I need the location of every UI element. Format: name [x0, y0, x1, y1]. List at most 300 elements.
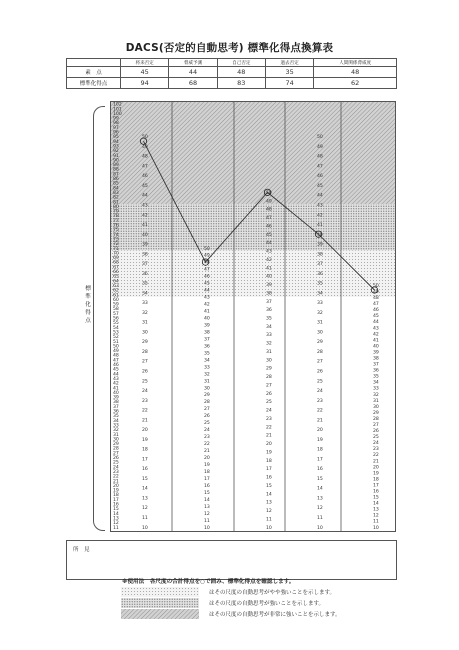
axis-tick-label: 76: [113, 223, 119, 229]
axis-tick-label: 28: [113, 446, 119, 452]
raw-score-value: 41: [142, 223, 148, 229]
standard-score-cell[interactable]: 83: [217, 78, 265, 89]
scale-header: 人間関係脅威度: [314, 59, 397, 67]
raw-score-value: 38: [142, 252, 148, 258]
raw-score-value: 18: [373, 477, 379, 483]
raw-score-value: 29: [317, 340, 323, 346]
raw-score-value: 23: [317, 398, 323, 404]
light-shade-swatch: [121, 587, 199, 597]
axis-tick-label: 15: [113, 507, 119, 513]
raw-score-value: 16: [317, 467, 323, 473]
raw-score-value: 44: [266, 241, 272, 247]
raw-score-value: 17: [204, 476, 210, 482]
scale-header: 将来否定: [121, 59, 169, 67]
axis-tick-label: 51: [113, 339, 119, 345]
raw-score-value: 38: [317, 252, 323, 258]
axis-tick-label: 50: [113, 344, 119, 350]
legend-text: はその尺度の自動思考が強いことを示します。: [209, 601, 325, 607]
raw-score-value: 25: [317, 379, 323, 385]
raw-score-label: 素 点: [67, 67, 121, 78]
axis-tick-label: 41: [113, 386, 119, 392]
raw-score-value: 20: [373, 465, 379, 471]
raw-score-value: 45: [204, 281, 210, 287]
raw-score-value: 14: [204, 497, 210, 503]
raw-score-value: 11: [142, 515, 148, 521]
raw-score-value: 31: [317, 320, 323, 326]
raw-score-value: 46: [317, 174, 323, 180]
raw-score-value: 21: [204, 449, 210, 455]
axis-tick-label: 53: [113, 330, 119, 336]
raw-score-value: 34: [373, 380, 379, 386]
axis-tick-label: 42: [113, 381, 119, 387]
raw-score-value: 13: [204, 504, 210, 510]
raw-score-value: 12: [266, 509, 272, 515]
raw-score-value: 13: [317, 496, 323, 502]
axis-tick-label: 80: [113, 204, 119, 210]
raw-score-value: 40: [317, 232, 323, 238]
axis-tick-label: 101: [113, 107, 122, 113]
raw-score-value: 24: [373, 441, 379, 447]
raw-score-value: 47: [142, 164, 148, 170]
axis-tick-label: 97: [113, 125, 119, 131]
raw-score-value: 48: [317, 154, 323, 160]
raw-score-value: 12: [204, 511, 210, 517]
raw-score-value: 11: [266, 517, 272, 523]
raw-score-value: 22: [373, 453, 379, 459]
axis-tick-label: 54: [113, 325, 119, 331]
axis-tick-label: 86: [113, 177, 119, 182]
axis-tick-label: 88: [113, 167, 119, 173]
raw-score-value: 10: [373, 525, 379, 531]
raw-score-value: 25: [266, 400, 272, 406]
raw-score-value: 31: [266, 349, 272, 355]
axis-tick-label: 68: [113, 260, 119, 266]
axis-tick-label: 33: [113, 423, 119, 429]
axis-tick-label: 52: [113, 335, 119, 341]
axis-tick-label: 30: [113, 437, 119, 443]
raw-score-value: 30: [317, 330, 323, 336]
raw-score-value: 29: [266, 366, 272, 372]
axis-tick-label: 18: [113, 493, 119, 499]
legend-strong: [121, 598, 397, 608]
axis-tick-label: 45: [113, 367, 119, 373]
raw-score-value: 14: [373, 501, 379, 507]
axis-tick-label: 66: [113, 270, 119, 275]
raw-score-cell[interactable]: 45: [121, 67, 169, 78]
raw-score-value: 50: [266, 190, 272, 196]
axis-tick-label: 70: [113, 251, 119, 257]
raw-score-value: 23: [142, 398, 148, 404]
raw-score-value: 28: [204, 400, 210, 406]
raw-score-value: 44: [373, 320, 379, 326]
raw-score-value: 39: [317, 242, 323, 248]
axis-tick-label: 14: [113, 511, 119, 517]
raw-score-value: 30: [204, 386, 210, 392]
axis-tick-label: 21: [113, 479, 119, 485]
axis-tick-label: 43: [113, 376, 119, 382]
raw-score-value: 23: [266, 416, 272, 422]
axis-tick-label: 49: [113, 349, 119, 355]
axis-tick-label: 78: [113, 214, 119, 220]
axis-tick-label: 60: [113, 297, 119, 303]
raw-score-value: 10: [266, 525, 272, 531]
axis-tick-label: 23: [113, 469, 119, 475]
raw-score-value: 47: [204, 267, 210, 273]
raw-score-value: 24: [204, 428, 210, 434]
raw-score-value: 23: [373, 447, 379, 453]
raw-score-value: 44: [317, 193, 323, 199]
raw-score-value: 22: [266, 425, 272, 431]
raw-score-value: 31: [142, 320, 148, 326]
axis-tick-label: 22: [113, 474, 119, 480]
raw-score-value: 32: [142, 310, 148, 316]
axis-tick-label: 46: [113, 363, 119, 368]
raw-score-value: 27: [317, 359, 323, 365]
raw-score-value: 23: [204, 435, 210, 441]
raw-score-value: 49: [373, 289, 379, 295]
raw-score-value: 34: [266, 324, 272, 330]
raw-score-value: 21: [142, 418, 148, 424]
raw-score-value: 41: [266, 266, 272, 272]
axis-tick-label: 56: [113, 316, 119, 322]
raw-score-value: 19: [142, 437, 148, 443]
raw-score-value: 49: [317, 144, 323, 150]
raw-score-value: 29: [204, 393, 210, 399]
raw-score-value: 21: [317, 418, 323, 424]
raw-score-value: 26: [204, 414, 210, 420]
axis-label-char: 点: [85, 318, 91, 324]
raw-score-value: 22: [317, 408, 323, 414]
raw-score-value: 26: [317, 369, 323, 375]
raw-score-value: 43: [266, 249, 272, 255]
raw-score-value: 34: [204, 358, 210, 364]
axis-tick-label: 74: [113, 232, 119, 238]
raw-score-value: 12: [317, 506, 323, 512]
raw-score-value: 37: [266, 299, 272, 305]
raw-score-value: 41: [317, 223, 323, 229]
axis-tick-label: 58: [113, 307, 119, 313]
axis-tick-label: 16: [113, 502, 119, 508]
raw-score-value: 49: [142, 144, 148, 150]
raw-score-value: 16: [373, 489, 379, 495]
raw-score-value: 33: [317, 301, 323, 307]
raw-score-value: 48: [266, 207, 272, 213]
raw-score-value: 46: [204, 274, 210, 280]
raw-score-value: 22: [142, 408, 148, 414]
raw-score-value: 24: [266, 408, 272, 414]
standard-score-cell[interactable]: 74: [265, 78, 313, 89]
standard-score-cell[interactable]: 62: [314, 78, 397, 89]
axis-tick-label: 94: [113, 139, 119, 145]
raw-score-value: 24: [317, 389, 323, 395]
raw-score-value: 39: [142, 242, 148, 248]
raw-score-value: 15: [142, 476, 148, 482]
raw-score-value: 33: [266, 333, 272, 339]
raw-score-value: 42: [266, 257, 272, 263]
axis-tick-label: 77: [113, 218, 119, 224]
raw-score-value: 16: [142, 467, 148, 473]
raw-score-value: 27: [373, 422, 379, 428]
raw-score-value: 32: [266, 341, 272, 347]
axis-tick-label: 34: [113, 418, 119, 424]
axis-tick-label: 26: [113, 456, 119, 461]
axis-tick-label: 19: [113, 488, 119, 494]
raw-score-value: 13: [266, 500, 272, 506]
axis-tick-label: 64: [113, 279, 119, 285]
raw-score-value: 45: [142, 183, 148, 189]
raw-score-value: 11: [204, 518, 210, 524]
raw-score-cell[interactable]: 48: [314, 67, 397, 78]
raw-score-value: 47: [317, 164, 323, 170]
raw-score-value: 44: [142, 193, 148, 199]
axis-tick-label: 11: [113, 525, 119, 531]
axis-tick-label: 13: [113, 516, 119, 522]
raw-score-value: 15: [266, 483, 272, 489]
raw-score-value: 28: [266, 375, 272, 381]
axis-label-char: 化: [85, 302, 91, 308]
raw-score-value: 45: [266, 232, 272, 238]
raw-score-value: 36: [142, 271, 148, 277]
raw-score-value: 28: [317, 349, 323, 355]
raw-score-value: 15: [317, 476, 323, 482]
raw-score-value: 43: [373, 326, 379, 332]
raw-score-value: 33: [142, 301, 148, 307]
raw-score-value: 46: [373, 308, 379, 314]
axis-tick-label: 29: [113, 442, 119, 448]
raw-score-value: 40: [373, 344, 379, 350]
raw-score-value: 17: [317, 457, 323, 463]
raw-score-value: 21: [373, 459, 379, 465]
axis-tick-label: 91: [113, 153, 119, 159]
axis-label-char: 準: [85, 294, 91, 300]
raw-score-value: 37: [373, 362, 379, 368]
axis-tick-label: 73: [113, 237, 119, 243]
raw-score-value: 37: [142, 262, 148, 268]
raw-score-value: 25: [204, 421, 210, 427]
raw-score-value: 14: [266, 492, 272, 498]
raw-score-value: 41: [373, 338, 379, 344]
raw-score-value: 39: [373, 350, 379, 356]
axis-tick-label: 62: [113, 288, 119, 294]
axis-tick-label: 57: [113, 311, 119, 317]
raw-score-value: 30: [373, 404, 379, 410]
axis-tick-label: 102: [113, 102, 122, 108]
axis-tick-label: 69: [113, 256, 119, 262]
dark-shade-swatch: [121, 609, 199, 619]
raw-score-value: 27: [266, 383, 272, 389]
raw-score-value: 48: [373, 296, 379, 302]
raw-score-value: 43: [204, 295, 210, 301]
raw-score-value: 34: [142, 291, 148, 297]
raw-score-value: 33: [204, 365, 210, 371]
raw-score-cell[interactable]: 44: [169, 67, 217, 78]
axis-tick-label: 82: [113, 195, 119, 201]
raw-score-value: 36: [266, 308, 272, 314]
raw-score-value: 27: [142, 359, 148, 365]
axis-tick-label: 95: [113, 135, 119, 141]
usage-note: ※使用法 各尺度の合計得点を○で囲み、標準化得点を確認します。: [122, 579, 295, 585]
axis-tick-label: 90: [113, 158, 119, 164]
raw-score-value: 19: [373, 471, 379, 477]
raw-score-value: 44: [204, 288, 210, 294]
raw-score-value: 45: [317, 183, 323, 189]
raw-score-value: 15: [373, 495, 379, 501]
raw-score-value: 28: [373, 416, 379, 422]
raw-score-value: 27: [204, 407, 210, 413]
raw-score-value: 18: [266, 458, 272, 464]
raw-score-value: 34: [317, 291, 323, 297]
raw-score-value: 37: [204, 337, 210, 343]
raw-score-value: 35: [266, 316, 272, 322]
axis-tick-label: 83: [113, 190, 119, 196]
raw-score-value: 10: [204, 525, 210, 531]
raw-score-value: 42: [317, 213, 323, 219]
raw-score-value: 32: [204, 372, 210, 378]
axis-tick-label: 85: [113, 181, 119, 187]
standard-score-label: 標準化得点: [67, 78, 121, 89]
axis-label-char: 得: [85, 310, 91, 316]
raw-score-value: 40: [204, 316, 210, 322]
axis-tick-label: 72: [113, 242, 119, 248]
raw-score-value: 42: [373, 332, 379, 338]
legend-slightly-strong: [121, 587, 397, 597]
axis-tick-label: 47: [113, 358, 119, 364]
raw-score-value: 38: [373, 356, 379, 362]
raw-score-value: 31: [204, 379, 210, 385]
axis-tick-label: 38: [113, 400, 119, 406]
raw-score-value: 22: [204, 442, 210, 448]
raw-score-value: 25: [142, 379, 148, 385]
legend-text: はその尺度の自動思考が非常に強いことを示します。: [209, 612, 341, 618]
medium-shade-swatch: [121, 598, 199, 608]
raw-score-value: 40: [142, 232, 148, 238]
raw-score-value: 48: [204, 260, 210, 266]
standard-score-cell[interactable]: 94: [121, 78, 169, 89]
raw-score-value: 36: [373, 368, 379, 374]
raw-score-value: 15: [204, 490, 210, 496]
raw-score-value: 16: [266, 475, 272, 481]
raw-score-value: 26: [266, 391, 272, 397]
raw-score-value: 21: [266, 433, 272, 439]
raw-score-value: 50: [142, 135, 148, 141]
raw-score-value: 19: [317, 437, 323, 443]
axis-tick-label: 59: [113, 302, 119, 308]
legend-very-strong: [121, 609, 397, 619]
raw-score-value: 47: [373, 302, 379, 308]
axis-tick-label: 44: [113, 372, 119, 378]
axis-tick-label: 37: [113, 404, 119, 410]
raw-score-value: 39: [266, 283, 272, 289]
raw-score-value: 49: [266, 199, 272, 205]
raw-score-value: 28: [142, 349, 148, 355]
raw-score-value: 10: [142, 525, 148, 531]
raw-score-value: 40: [266, 274, 272, 280]
axis-tick-label: 92: [113, 149, 119, 155]
axis-tick-label: 32: [113, 428, 119, 434]
raw-score-value: 39: [204, 323, 210, 329]
raw-score-value: 17: [373, 483, 379, 489]
raw-score-value: 20: [204, 456, 210, 461]
raw-score-value: 45: [373, 314, 379, 320]
raw-score-value: 38: [266, 291, 272, 297]
raw-score-value: 35: [373, 374, 379, 380]
raw-score-value: 20: [317, 428, 323, 434]
raw-score-value: 32: [373, 392, 379, 398]
raw-score-value: 12: [142, 506, 148, 512]
axis-tick-label: 48: [113, 353, 119, 359]
raw-score-value: 48: [142, 154, 148, 160]
axis-tick-label: 87: [113, 172, 119, 178]
raw-score-value: 37: [317, 262, 323, 268]
raw-score-value: 18: [142, 447, 148, 453]
axis-tick-label: 71: [113, 246, 119, 252]
raw-score-value: 41: [204, 309, 210, 315]
raw-score-value: 35: [204, 351, 210, 357]
raw-score-value: 10: [317, 525, 323, 531]
raw-score-value: 30: [266, 358, 272, 364]
axis-tick-label: 31: [113, 432, 119, 438]
axis-tick-label: 17: [113, 497, 119, 503]
axis-tick-label: 84: [113, 186, 119, 192]
raw-score-value: 25: [373, 435, 379, 441]
raw-score-value: 29: [373, 410, 379, 416]
raw-score-value: 20: [142, 428, 148, 434]
raw-score-value: 29: [142, 340, 148, 346]
raw-score-value: 31: [373, 398, 379, 404]
raw-score-value: 14: [142, 486, 148, 492]
axis-tick-label: 79: [113, 209, 119, 215]
raw-score-value: 47: [266, 216, 272, 222]
axis-tick-label: 24: [113, 465, 119, 471]
axis-tick-label: 89: [113, 163, 119, 169]
raw-score-value: 38: [204, 330, 210, 336]
remarks-label: 所 見: [73, 547, 90, 553]
raw-score-value: 11: [373, 519, 379, 525]
raw-score-value: 18: [204, 469, 210, 475]
raw-score-value: 49: [204, 253, 210, 259]
raw-score-cell[interactable]: 48: [217, 67, 265, 78]
raw-score-value: 20: [266, 442, 272, 448]
axis-tick-label: 35: [113, 414, 119, 420]
chart-frame: [110, 101, 396, 532]
raw-score-value: 13: [373, 507, 379, 513]
scale-header: 脅威予測: [169, 59, 217, 67]
legend-text: はその尺度の自動思考がやや強いことを示します。: [209, 590, 336, 596]
raw-score-value: 19: [266, 450, 272, 456]
raw-score-value: 30: [142, 330, 148, 336]
remarks-box[interactable]: [66, 540, 397, 580]
raw-score-value: 26: [373, 429, 379, 435]
axis-tick-label: 93: [113, 144, 119, 150]
axis-tick-label: 12: [113, 521, 119, 527]
raw-score-value: 46: [142, 174, 148, 180]
axis-tick-label: 99: [113, 116, 119, 122]
axis-tick-label: 36: [113, 409, 119, 415]
axis-tick-label: 67: [113, 265, 119, 271]
raw-score-value: 36: [317, 271, 323, 277]
axis-tick-label: 55: [113, 321, 119, 327]
standard-score-cell[interactable]: 68: [169, 78, 217, 89]
axis-tick-label: 96: [113, 130, 119, 136]
raw-score-cell[interactable]: 35: [265, 67, 313, 78]
raw-score-value: 33: [373, 386, 379, 392]
axis-tick-label: 81: [113, 200, 119, 206]
raw-score-value: 14: [317, 486, 323, 492]
scale-header: 自己否定: [217, 59, 265, 67]
axis-tick-label: 98: [113, 121, 119, 127]
raw-score-value: 46: [266, 224, 272, 230]
raw-score-value: 18: [317, 447, 323, 453]
